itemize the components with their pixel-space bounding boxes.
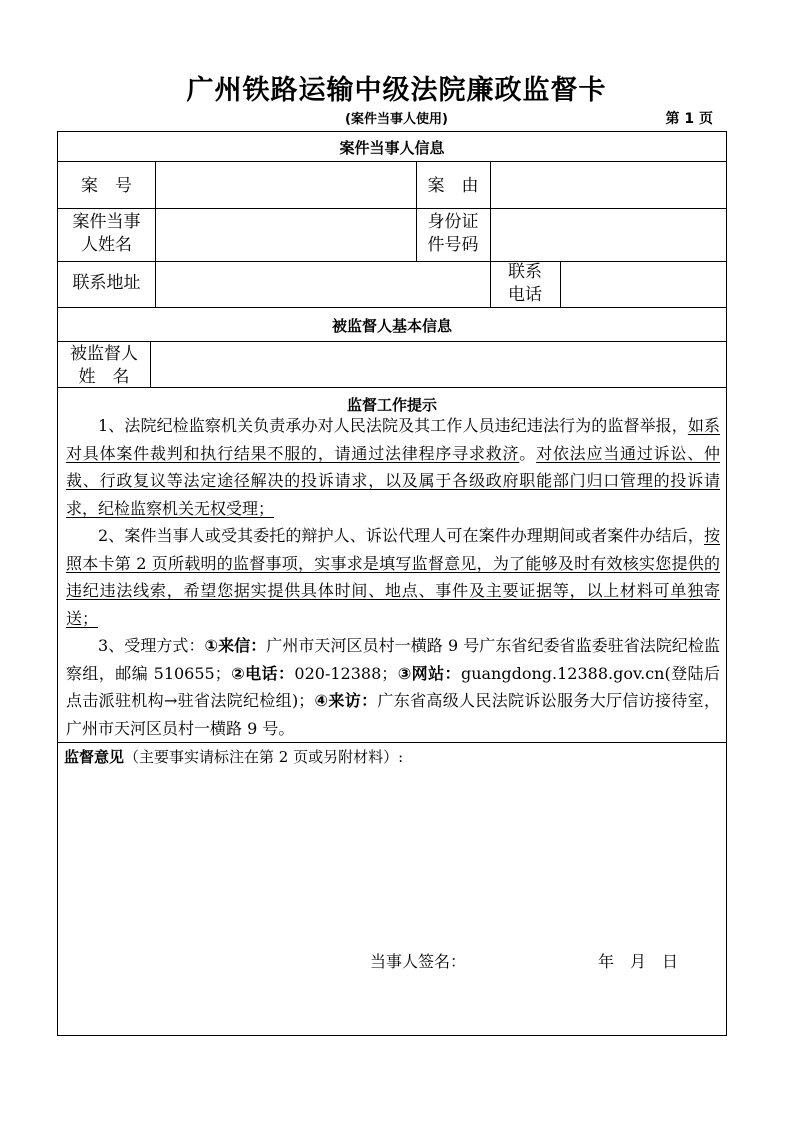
tip-text-underlined: 对依法应当通过诉讼、仲裁、行政复议等法定途径解决的投诉请求，以及属于各级政府职能部门归口管理的投诉请求，纪检监察机关无权受理； <box>66 443 720 518</box>
divider <box>150 341 151 387</box>
hotline-number: 020-12388； <box>294 663 398 683</box>
tip-paragraph-2 <box>66 522 720 632</box>
case-cause-label: 案 由 <box>427 176 479 196</box>
tip-text-underlined: 如系对具体案件裁判和执行结果不服的，请通过法律程序寻求救济 <box>66 416 720 463</box>
divider <box>560 261 561 307</box>
tip-paragraph-1 <box>66 412 720 522</box>
document-title: 广州铁路运输中级法院廉政监督卡 <box>186 75 607 106</box>
divider <box>58 208 726 209</box>
tips-body <box>66 412 720 742</box>
visit-method-label: ④来访： <box>314 691 378 710</box>
tips-heading: 监督工作提示 <box>346 396 437 414</box>
address-label: 联系地址 <box>72 273 141 293</box>
supervised-name-label: 被监督人 姓 名 <box>70 344 138 387</box>
party-info-heading: 案件当事人信息 <box>339 139 445 157</box>
supervised-info-heading: 被监督人基本信息 <box>331 317 452 335</box>
tip-text-underlined: 按照本卡第 2 页所载明的监督事项，实事求是填写监督意见，为了能够及时有效核实您提供的违纪违法线索，希望您据实提供具体时间、地点、事件及主要证据等，以上材料可单独寄送； <box>66 526 720 628</box>
document-subtitle: (案件当事人使用) <box>345 112 448 127</box>
letter-address: 广州市天河区员村一横路 9 号广东省纪委省监委驻省法院纪检监察组，邮编 510655； <box>66 636 720 683</box>
divider <box>58 387 726 388</box>
tip-text: 2、案件当事人或受其委托的辩护人、诉讼代理人可在案件办理期间或者案件办结后， <box>98 526 704 545</box>
letter-method-label: ①来信： <box>204 636 267 655</box>
signature-label: 当事人签名： <box>370 952 467 971</box>
date-label: 年 月 日 <box>598 952 679 971</box>
tip-text: 1、法院纪检监察机关负责承办对人民法院及其工作人员违纪违法行为的监督举报， <box>98 416 688 435</box>
tip-text: 3、受理方式： <box>98 636 205 655</box>
website-address: guangdong.12388.gov.cn(登陆后点击派驻机构→驻省法院纪检组)； <box>66 663 720 710</box>
opinion-label: 监督意见 <box>64 748 125 766</box>
divider <box>58 261 726 262</box>
id-number-label: 身份证 件号码 <box>427 212 479 255</box>
divider <box>58 341 726 342</box>
tip-paragraph-3 <box>66 632 720 742</box>
opinion-note: （主要事实请标注在第 2 页或另附材料）: <box>124 748 404 766</box>
opinion-heading <box>64 746 403 767</box>
divider <box>58 161 726 162</box>
party-name-label: 案件当事 人姓名 <box>72 212 141 255</box>
visit-address: 广东省高级人民法院诉讼服务大厅信访接待室，广州市天河区员村一横路 9 号。 <box>66 691 720 738</box>
phone-method-label: ②电话： <box>230 663 295 683</box>
divider <box>490 161 491 261</box>
divider <box>155 161 156 307</box>
phone-label: 联系 电话 <box>508 262 542 305</box>
case-number-label: 案 号 <box>81 176 132 196</box>
supervision-card-table <box>57 131 727 1036</box>
page-number: 第 1 页 <box>665 111 713 127</box>
divider <box>58 742 726 743</box>
website-method-label: ③网站： <box>397 663 461 683</box>
divider <box>58 307 726 308</box>
tip-text: 。 <box>519 443 537 463</box>
